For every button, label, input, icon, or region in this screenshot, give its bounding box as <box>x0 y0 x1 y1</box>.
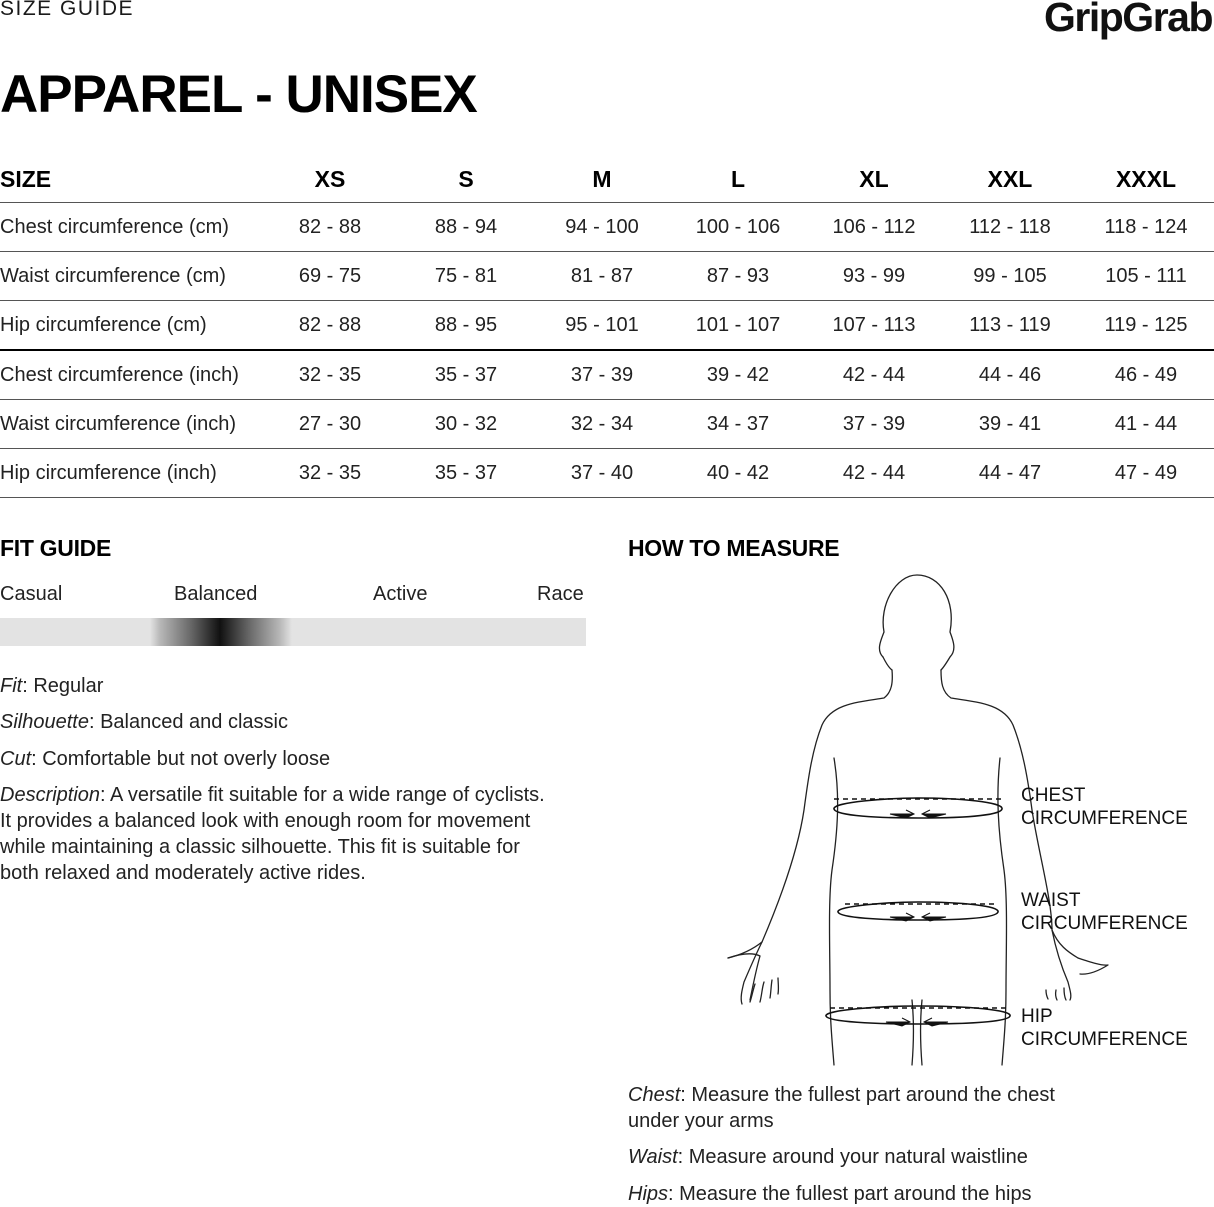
table-cell: 106 - 112 <box>832 215 916 238</box>
how-to-measure-heading: HOW TO MEASURE <box>628 535 840 561</box>
description-line: It provides a balanced look with enough room for movement <box>0 810 531 832</box>
table-row <box>0 449 1214 498</box>
row-label: Waist circumference (cm) <box>0 264 226 287</box>
table-cell: 101 - 107 <box>695 313 781 336</box>
table-cell: 39 - 41 <box>978 412 1042 435</box>
size-col-s: S <box>458 165 474 192</box>
fit-scale-active: Active <box>373 583 428 605</box>
table-cell: 81 - 87 <box>570 264 634 287</box>
fit-scale-balanced: Balanced <box>174 583 258 605</box>
table-cell: 105 - 111 <box>1105 264 1187 287</box>
chest-label-line: CIRCUMFERENCE <box>1021 808 1188 829</box>
cut-value: : Comfortable but not overly loose <box>31 748 331 770</box>
chest-text: : Measure the fullest part around the chest <box>680 1084 1055 1106</box>
description-line <box>0 782 590 808</box>
table-cell: 30 - 32 <box>434 412 498 435</box>
hips-key: Hips <box>628 1183 669 1205</box>
hips-instruction <box>628 1181 1208 1207</box>
fit-guide-heading: FIT GUIDE <box>0 535 112 561</box>
cut-line <box>0 746 590 772</box>
table-cell: 42 - 44 <box>842 461 906 484</box>
size-table <box>0 156 1214 498</box>
waist-label-line: CIRCUMFERENCE <box>1021 913 1188 934</box>
table-cell: 41 - 44 <box>1114 412 1178 435</box>
table-cell: 37 - 39 <box>842 412 906 435</box>
table-cell: 93 - 99 <box>842 264 906 287</box>
silhouette-line <box>0 709 590 735</box>
table-row <box>0 203 1214 252</box>
row-label: Chest circumference (inch) <box>0 363 239 386</box>
table-cell: 119 - 125 <box>1104 313 1188 336</box>
description-text: : A versatile fit suitable for a wide range of cyclists. <box>100 784 545 806</box>
table-cell: 42 - 44 <box>842 363 906 386</box>
table-cell: 37 - 40 <box>570 461 634 484</box>
waist-key: Waist <box>628 1146 678 1168</box>
silhouette-key: Silhouette <box>0 711 89 733</box>
row-label: Chest circumference (cm) <box>0 215 229 238</box>
size-col-xxxl: XXXL <box>1115 165 1177 192</box>
size-col-xl: XL <box>859 165 889 192</box>
row-label: Hip circumference (cm) <box>0 313 207 336</box>
fit-scale-bar <box>0 618 586 646</box>
fit-scale-race: Race <box>537 583 584 605</box>
table-cell: 32 - 34 <box>570 412 634 435</box>
table-cell: 39 - 42 <box>706 363 770 386</box>
table-cell: 94 - 100 <box>565 215 639 238</box>
row-label: Waist circumference (inch) <box>0 412 236 435</box>
table-row <box>0 301 1214 351</box>
table-cell: 82 - 88 <box>298 313 362 336</box>
table-cell: 32 - 35 <box>298 363 362 386</box>
chest-instruction <box>628 1082 1208 1134</box>
fit-scale-casual: Casual <box>0 583 63 605</box>
waist-instruction <box>628 1144 1208 1170</box>
size-table-header <box>0 156 1214 203</box>
chest-key: Chest <box>628 1084 681 1106</box>
description-key: Description <box>0 784 101 806</box>
table-row <box>0 400 1214 449</box>
size-col-xxl: XXL <box>987 165 1033 192</box>
description-block <box>0 782 590 886</box>
table-cell: 32 - 35 <box>298 461 362 484</box>
hip-label <box>1021 1005 1188 1051</box>
silhouette-value: : Balanced and classic <box>88 711 288 733</box>
table-cell: 88 - 95 <box>434 313 498 336</box>
fit-key: Fit <box>0 675 23 697</box>
description-line: both relaxed and moderately active rides. <box>0 862 366 884</box>
table-cell: 107 - 113 <box>832 313 916 336</box>
page-kicker: SIZE GUIDE <box>0 0 135 20</box>
table-row <box>0 350 1214 400</box>
table-cell: 113 - 119 <box>969 313 1051 336</box>
table-cell: 37 - 39 <box>570 363 634 386</box>
page-title: APPAREL - UNISEX <box>0 65 477 124</box>
table-cell: 82 - 88 <box>298 215 362 238</box>
size-col-m: M <box>592 165 612 192</box>
table-cell: 44 - 46 <box>978 363 1042 386</box>
fit-value: : Regular <box>22 675 104 697</box>
hip-label-line: CIRCUMFERENCE <box>1021 1029 1188 1050</box>
waist-label <box>1021 889 1188 935</box>
table-row <box>0 252 1214 301</box>
table-cell: 100 - 106 <box>695 215 781 238</box>
table-cell: 69 - 75 <box>298 264 362 287</box>
chest-label-line: CHEST <box>1021 785 1086 806</box>
chest-instruction-line: under your arms <box>628 1110 774 1132</box>
table-cell: 87 - 93 <box>706 264 770 287</box>
table-cell: 95 - 101 <box>565 313 639 336</box>
chest-instruction-line <box>628 1082 1208 1108</box>
table-cell: 112 - 118 <box>969 215 1051 238</box>
table-cell: 44 - 47 <box>978 461 1042 484</box>
size-col-xs: XS <box>314 165 346 192</box>
brand-logo: GripGrab <box>1044 0 1212 40</box>
table-cell: 118 - 124 <box>1104 215 1188 238</box>
cut-key: Cut <box>0 748 32 770</box>
table-cell: 27 - 30 <box>298 412 362 435</box>
table-cell: 75 - 81 <box>434 264 498 287</box>
table-cell: 47 - 49 <box>1114 461 1178 484</box>
table-cell: 99 - 105 <box>973 264 1047 287</box>
row-label: Hip circumference (inch) <box>0 461 217 484</box>
table-cell: 34 - 37 <box>706 412 770 435</box>
table-cell: 35 - 37 <box>434 461 498 484</box>
table-cell: 46 - 49 <box>1114 363 1178 386</box>
table-cell: 40 - 42 <box>706 461 770 484</box>
size-col-l: L <box>730 165 746 192</box>
description-line: while maintaining a classic silhouette. This fit is suitable for <box>0 836 520 858</box>
table-cell: 35 - 37 <box>434 363 498 386</box>
size-col-header: SIZE <box>0 165 52 192</box>
waist-text: : Measure around your natural waistline <box>677 1146 1028 1168</box>
table-cell: 88 - 94 <box>434 215 498 238</box>
fit-line <box>0 673 590 699</box>
hips-text: : Measure the fullest part around the hips <box>668 1183 1032 1205</box>
waist-label-line: WAIST <box>1021 890 1081 911</box>
chest-label <box>1021 784 1188 830</box>
hip-label-line: HIP <box>1021 1006 1053 1027</box>
